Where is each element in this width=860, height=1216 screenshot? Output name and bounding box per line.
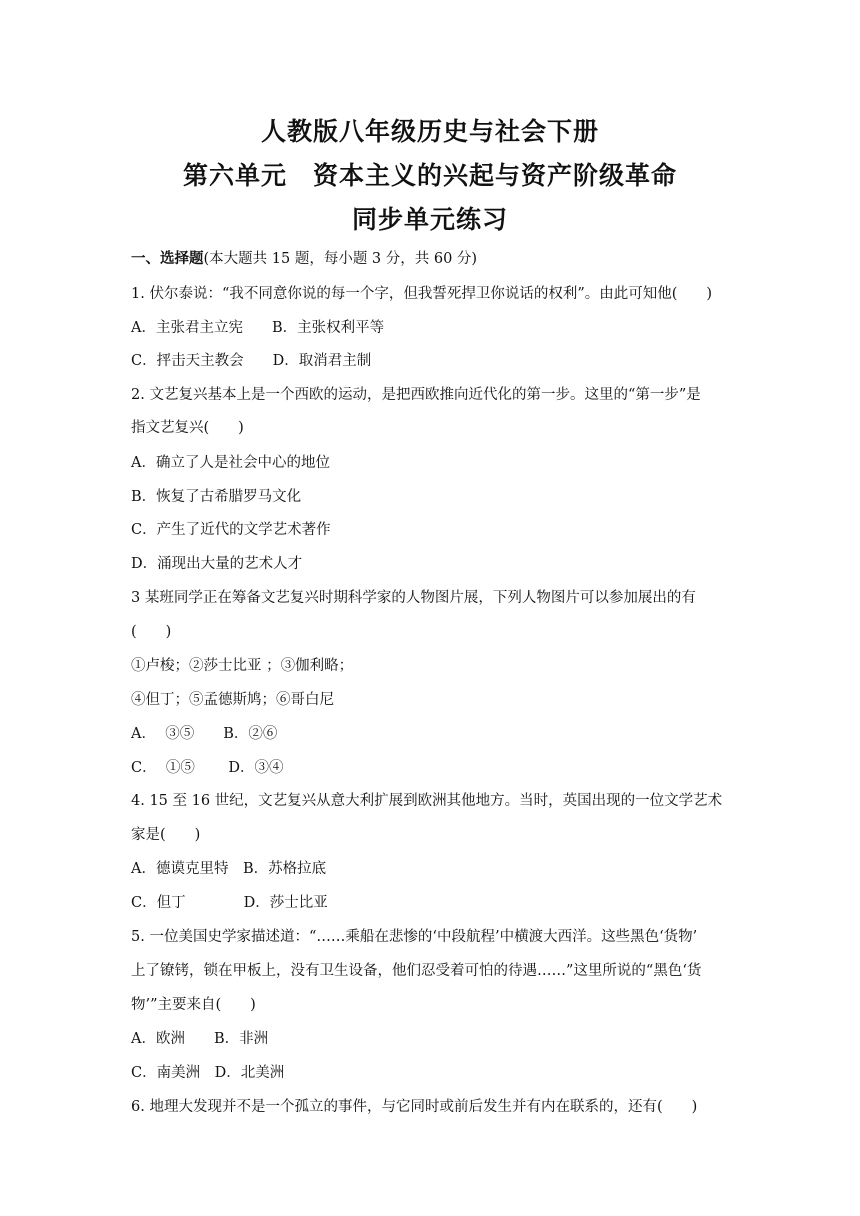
question-6: 6. 地理大发现并不是一个孤立的事件，与它同时或前后发生并有内在联系的，还有( ) [131,1099,698,1115]
question-3-continued: ( ) [131,624,172,640]
section-heading-label: 一、选择题 [131,250,204,267]
question-2-option-a: A．确立了人是社会中心的地位 [131,455,330,471]
question-5: 5. 一位美国史学家描述道：“……乘船在悲惨的‘中段航程’中横渡大西洋。这些黑色‘货物’ [131,929,698,945]
question-2-option-b: B．恢复了古希腊罗马文化 [131,489,302,505]
question-3-options-ab: A． ③⑤ B．②⑥ [131,726,278,742]
question-3: 3 某班同学正在筹备文艺复兴时期科学家的人物图片展，下列人物图片可以参加展出的有 [131,590,696,606]
question-5-continued-2: 物’”主要来自( ) [131,997,256,1013]
section-heading-note: (本大题共 15 题，每小题 3 分，共 60 分) [203,251,478,267]
question-1-options-cd: C．抨击天主教会 D．取消君主制 [131,353,372,369]
unit-title: 第六单元 资本主义的兴起与资产阶级革命 [182,161,677,190]
document-title: 人教版八年级历史与社会下册 [260,117,599,146]
question-3-choices-1: ①卢梭；②莎士比亚 ；③伽利略； [131,658,354,674]
question-2-option-d: D．涌现出大量的艺术人才 [131,556,303,572]
question-4-options-ab: A．德谟克里特 B．苏格拉底 [131,861,327,877]
question-4-continued: 家是( ) [131,827,201,843]
question-1-options-ab: A．主张君主立宪 B．主张权利平等 [131,320,385,336]
question-2-option-c: C．产生了近代的文学艺术著作 [131,522,331,538]
question-5-continued-1: 上了镣铐，锁在甲板上，没有卫生设备，他们忍受着可怕的待遇……”这里所说的“黑色‘货 [131,963,702,979]
question-5-options-ab: A．欧洲 B．非洲 [131,1031,269,1047]
question-1: 1. 伏尔泰说：“我不同意你说的每一个字，但我誓死捍卫你说话的权利”。由此可知他( ) [131,286,713,302]
question-3-choices-2: ④但丁；⑤孟德斯鸠；⑥哥白尼 [131,692,334,708]
question-2-continued: 指文艺复兴( ) [131,420,244,436]
question-3-options-cd: C． ①⑤ D．③④ [131,760,284,776]
question-4: 4. 15 至 16 世纪，文艺复兴从意大利扩展到欧洲其他地方。当时，英国出现的一位文学艺术 [131,793,723,809]
section-heading [131,247,477,268]
question-4-options-cd: C．但丁 D．莎士比亚 [131,895,328,911]
question-2: 2. 文艺复兴基本上是一个西欧的运动，是把西欧推向近代化的第一步。这里的“第一步”是 [131,387,701,403]
question-5-options-cd: C．南美洲 D．北美洲 [131,1065,285,1081]
exercise-title: 同步单元练习 [351,205,508,234]
